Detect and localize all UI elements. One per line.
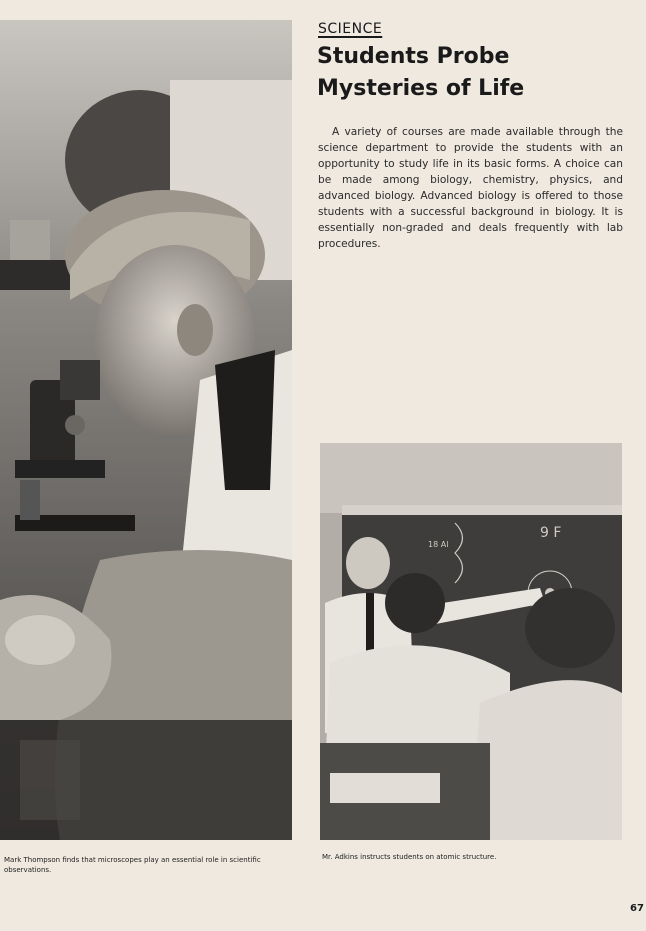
photo-caption-right: Mr. Adkins instructs students on atomic structure. [322, 853, 497, 861]
chalk-note-left: 18 Al [428, 540, 449, 549]
chalk-note-right: 9 F [540, 525, 562, 541]
article-body: A variety of courses are made available through the science department to provide the students with an opportunity to study life in its basic forms. A choice can be made among biology, chemistry, physics, and advanced biology. Advanced biology is offered to those students with a successful background in biology. It is essentially non-graded and deals frequently with lab procedures. [318, 126, 623, 250]
section-label: SCIENCE [318, 21, 383, 37]
photo-caption-left: Mark Thompson finds that microscopes play an essential role in scientific observations. [4, 856, 261, 874]
page-number: 67 [630, 903, 644, 914]
teacher-chalkboard-photo [320, 443, 622, 840]
student-microscope-photo [0, 20, 292, 840]
page-title: Students Probe Mysteries of Life [317, 44, 525, 101]
